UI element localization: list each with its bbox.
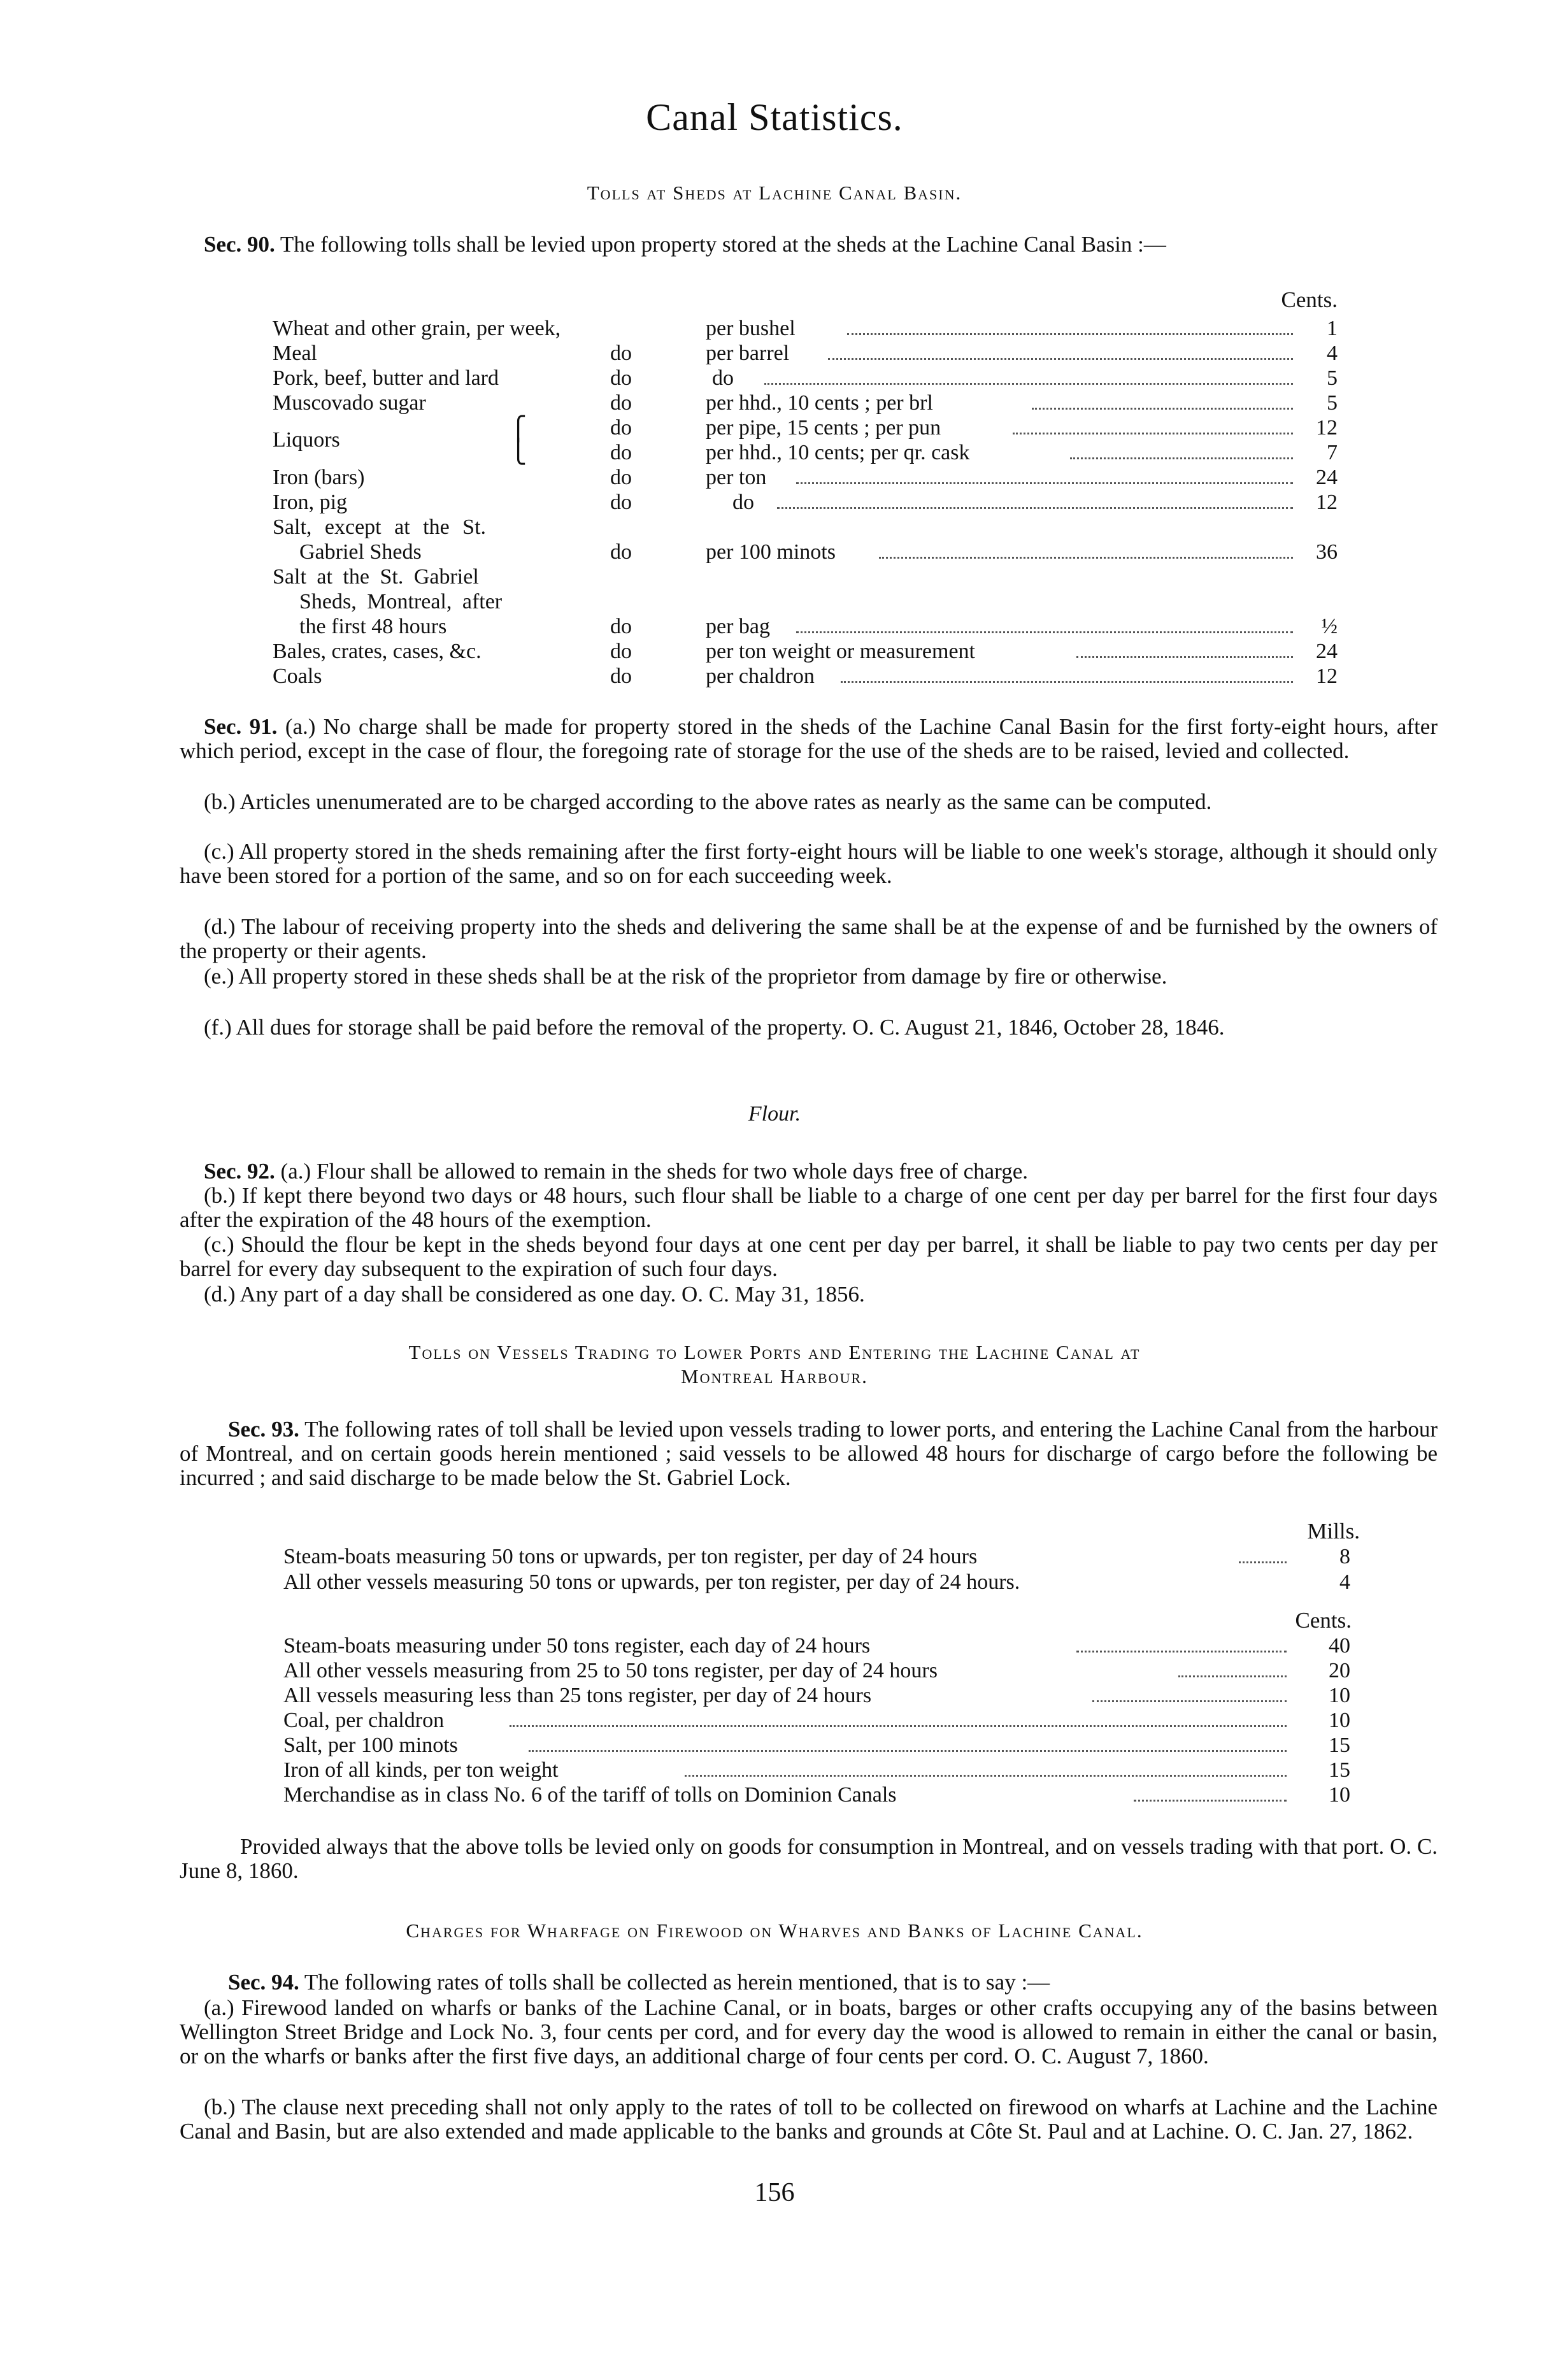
value: 10	[1329, 1709, 1350, 1732]
sec-94-label: Sec. 94.	[228, 1970, 299, 1995]
desc: per bushel	[706, 317, 796, 340]
desc: per ton weight or measurement	[706, 640, 975, 663]
value: 5	[1327, 366, 1338, 390]
desc: Iron of all kinds, per ton weight	[283, 1758, 559, 1782]
do: do	[610, 615, 632, 638]
sec-91-a-text: (a.) No charge shall be made for property stored in the sheds of the Lachine Canal Basin for the first forty-eight hours, after which period, except in the case of flour, the foregoing rate of storage for the use of the sheds are to be raised, levied and collected.	[180, 714, 1438, 763]
sec-94	[180, 1970, 1438, 1995]
value: 36	[1316, 540, 1338, 564]
value: 8	[1339, 1545, 1350, 1568]
item: Salt at the St. Gabriel	[273, 565, 479, 589]
do: do	[610, 491, 632, 514]
sec-93	[180, 1417, 1438, 1490]
do: do	[610, 441, 632, 464]
sec-94-text: The following rates of tolls shall be collected as herein mentioned, that is to say :—	[304, 1970, 1050, 1995]
desc: per hhd., 10 cents ; per brl	[706, 391, 933, 415]
desc: All other vessels measuring 50 tons or upwards, per ton register, per day of 24 hours.	[283, 1570, 1020, 1594]
table-row	[0, 366, 1549, 392]
vessels-heading-line2: Montreal Harbour.	[681, 1365, 868, 1387]
item: Gabriel Sheds	[299, 540, 422, 564]
do: do	[610, 664, 632, 688]
value: 10	[1329, 1783, 1350, 1807]
sec-92-c: (c.) Should the flour be kept in the sheds beyond four days at one cent per day per barrel, it shall be liable to pay two cents per day per barrel for every day subsequent to the expiration of such four days.	[180, 1232, 1438, 1281]
value: 4	[1339, 1570, 1350, 1594]
table-row	[0, 590, 1549, 615]
sec-90	[180, 233, 1434, 257]
table-row	[0, 540, 1549, 566]
value: 12	[1316, 664, 1338, 688]
sec-91-c: (c.) All property stored in the sheds remaining after the first forty-eight hours will be liable to one week's storage, although it should only have been stored for a portion of the same, and so on for each succeeding week.	[180, 839, 1438, 888]
item: Wheat and other grain, per week,	[273, 317, 561, 340]
desc: per pipe, 15 cents ; per pun	[706, 416, 941, 440]
section-heading-sheds: Tolls at Sheds at Lachine Canal Basin.	[587, 182, 962, 204]
sec-93-label: Sec. 93.	[228, 1417, 299, 1442]
table-row	[0, 640, 1549, 665]
cents-row	[0, 1659, 1549, 1684]
sec-92-label: Sec. 92.	[204, 1159, 275, 1184]
cents-row	[0, 1709, 1549, 1734]
desc: All other vessels measuring from 25 to 50 tons register, per day of 24 hours	[283, 1659, 938, 1682]
cents-row	[0, 1684, 1549, 1709]
desc: Steam-boats measuring 50 tons or upwards, per ton register, per day of 24 hours	[283, 1545, 978, 1568]
table-row	[0, 615, 1549, 640]
flour-heading: Flour.	[748, 1102, 801, 1126]
liquors-label: Liquors	[273, 428, 340, 452]
cents-unit-2: Cents.	[1295, 1608, 1352, 1633]
item: Coals	[273, 664, 322, 688]
cents-row	[0, 1733, 1549, 1759]
item: Sheds, Montreal, after	[299, 590, 503, 613]
item: Salt, except at the St.	[273, 515, 487, 539]
do: do	[610, 416, 632, 440]
sec-93-text: The following rates of toll shall be levied upon vessels trading to lower ports, and entering the Lachine Canal from the harbour of Montreal, and on certain goods herein mentioned ; said vessels to be allowed 48 hours for discharge of cargo before the following be incurred ; and said discharge to be made below the St. Gabriel Lock.	[180, 1417, 1438, 1490]
value: ½	[1321, 615, 1338, 638]
item: Meal	[273, 341, 317, 365]
table-row	[0, 391, 1549, 417]
value: 40	[1329, 1634, 1350, 1658]
desc: per bag	[706, 615, 771, 638]
desc: per ton	[706, 466, 767, 489]
table-row	[0, 491, 1549, 516]
desc: per hhd., 10 cents; per qr. cask	[706, 441, 970, 464]
vessels-heading-line1: Tolls on Vessels Trading to Lower Ports and Entering the Lachine Canal at	[408, 1341, 1141, 1363]
desc: All vessels measuring less than 25 tons register, per day of 24 hours	[283, 1684, 872, 1707]
do: do	[610, 540, 632, 564]
sec-91-b: (b.) Articles unenumerated are to be charged according to the above rates as nearly as the same can be computed.	[204, 789, 1212, 814]
sec-90-text: The following tolls shall be levied upon property stored at the sheds at the Lachine Canal Basin :—	[280, 232, 1166, 257]
do: do	[610, 341, 632, 365]
do: do	[610, 366, 632, 390]
item: Muscovado sugar	[273, 391, 426, 415]
value: 12	[1316, 491, 1338, 514]
table-row	[0, 416, 1549, 441]
desc: do	[712, 366, 734, 390]
sec-92-a	[180, 1159, 1438, 1184]
sec-94-a: (a.) Firewood landed on wharfs or banks of the Lachine Canal, or in boats, barges or other crafts occupying any of the basins between Wellington Street Bridge and Lock No. 3, four cents per cord, and for every day the wood is allowed to remain in either the canal or basin, or on the wharfs or banks after the first five days, an additional charge of four cents per cord. O. C. August 7, 1860.	[180, 1995, 1438, 2068]
sec-91-d: (d.) The labour of receiving property into the sheds and delivering the same shall be at the expense of and be furnished by the owners of the property or their agents.	[180, 914, 1438, 963]
desc: per chaldron	[706, 664, 815, 688]
sec-90-label: Sec. 90.	[204, 232, 275, 257]
cents-row	[0, 1783, 1549, 1809]
desc: per barrel	[706, 341, 790, 365]
mills-row	[0, 1545, 1549, 1570]
value: 1	[1327, 317, 1338, 340]
brace-bottom-icon: ⎩	[510, 439, 527, 464]
desc: Salt, per 100 minots	[283, 1733, 458, 1757]
table-row	[0, 441, 1549, 466]
value: 4	[1327, 341, 1338, 365]
desc: Coal, per chaldron	[283, 1709, 445, 1732]
sec-92-b: (b.) If kept there beyond two days or 48 hours, such flour shall be liable to a charge of one cent per day per barrel for the first four days after the expiration of the 48 hours of the exemption.	[180, 1183, 1438, 1232]
sec-91-a	[180, 715, 1438, 763]
item: Bales, crates, cases, &c.	[273, 640, 482, 663]
page-title: Canal Statistics.	[646, 96, 903, 138]
do: do	[610, 466, 632, 489]
cents-row	[0, 1758, 1549, 1784]
value: 20	[1329, 1659, 1350, 1682]
do: do	[610, 391, 632, 415]
desc: Steam-boats measuring under 50 tons register, each day of 24 hours	[283, 1634, 871, 1658]
item: Iron (bars)	[273, 466, 365, 489]
cents-row	[0, 1634, 1549, 1660]
value: 24	[1316, 640, 1338, 663]
page-number: 156	[754, 2178, 795, 2207]
desc: Merchandise as in class No. 6 of the tariff of tolls on Dominion Canals	[283, 1783, 897, 1807]
sec-91-label: Sec. 91.	[204, 714, 278, 739]
desc: do	[732, 491, 754, 514]
brace-top-icon: ⎧	[510, 416, 527, 441]
sec-92-d: (d.) Any part of a day shall be considered as one day. O. C. May 31, 1856.	[204, 1282, 865, 1307]
value: 5	[1327, 391, 1338, 415]
table-row	[0, 317, 1549, 342]
mills-row	[0, 1570, 1549, 1596]
table-row	[0, 515, 1549, 541]
value: 15	[1329, 1758, 1350, 1782]
firewood-heading: Charges for Wharfage on Firewood on Wharves and Banks of Lachine Canal.	[406, 1919, 1143, 1942]
sec-94-b: (b.) The clause next preceding shall not only apply to the rates of toll to be collected on firewood on wharfs at Lachine and the Lachine Canal and Basin, but are also extended and made applicable to the banks and grounds at Côte St. Paul and at Lachine. O. C. Jan. 27, 1862.	[180, 2095, 1438, 2144]
cents-unit: Cents.	[1281, 287, 1338, 312]
value: 12	[1316, 416, 1338, 440]
item: Pork, beef, butter and lard	[273, 366, 499, 390]
proviso: Provided always that the above tolls be levied only on goods for consumption in Montreal, and on vessels trading with that port. O. C. June 8, 1860.	[180, 1834, 1438, 1883]
table-row	[0, 466, 1549, 491]
sec-92-a-text: (a.) Flour shall be allowed to remain in the sheds for two whole days free of charge.	[280, 1159, 1028, 1184]
value: 15	[1329, 1733, 1350, 1757]
table-row	[0, 565, 1549, 591]
value: 24	[1316, 466, 1338, 489]
do: do	[610, 640, 632, 663]
table-row	[0, 664, 1549, 690]
desc: per 100 minots	[706, 540, 836, 564]
mills-unit: Mills.	[1307, 1519, 1360, 1544]
sec-91-f: (f.) All dues for storage shall be paid before the removal of the property. O. C. August 21, 1846, October 28, 1846.	[204, 1015, 1225, 1040]
value: 7	[1327, 441, 1338, 464]
table-row	[0, 341, 1549, 367]
item: Iron, pig	[273, 491, 348, 514]
value: 10	[1329, 1684, 1350, 1707]
sec-91-e: (e.) All property stored in these sheds shall be at the risk of the proprietor from damage by fire or otherwise.	[204, 964, 1167, 989]
item: the first 48 hours	[299, 615, 447, 638]
